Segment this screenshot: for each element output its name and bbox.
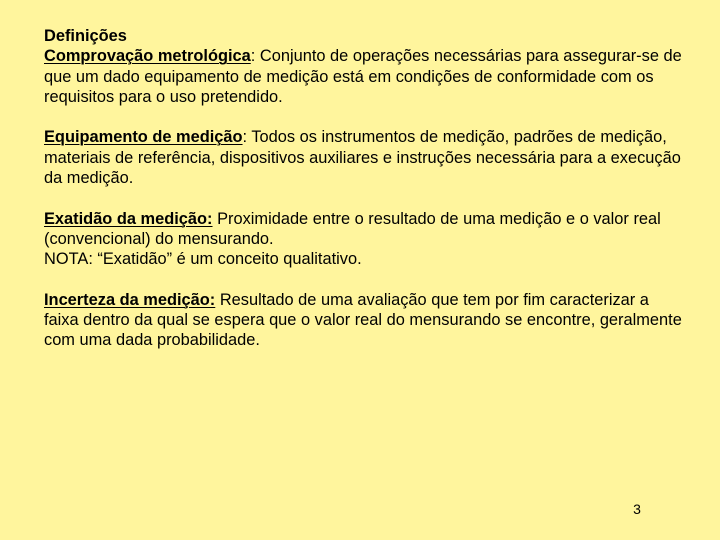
term-separator: : [250, 47, 256, 66]
definition-comprovacao-metrologica [44, 26, 684, 107]
definition-exatidao-da-medicao [44, 209, 684, 270]
section-heading: Definições [44, 27, 127, 45]
definition-equipamento-de-medicao [44, 127, 684, 188]
definition-note: NOTA: “Exatidão” é um conceito qualitativo. [44, 250, 362, 269]
term-comprovacao-metrologica: Comprovação metrológica [44, 47, 251, 66]
term-exatidao-da-medicao: Exatidão da medição: [44, 209, 213, 228]
definition-text: Conjunto de operações necessárias para assegurar-se de que um dado equipamento de medição está em condições de conformidade com os requisitos para o uso pretendido. [44, 47, 682, 106]
slide-content [44, 26, 684, 351]
term-equipamento-de-medicao: Equipamento de medição [44, 128, 243, 147]
definition-incerteza-da-medicao [44, 290, 684, 351]
term-separator: : [242, 128, 248, 147]
definition-text: Todos os instrumentos de medição, padrões de medição, materiais de referência, dispositivos auxiliares e instruções necessária para a execução da medição. [44, 128, 681, 188]
term-incerteza-da-medicao: Incerteza da medição: [44, 290, 216, 309]
page-number: 3 [633, 501, 641, 517]
definition-text: Proximidade entre o resultado de uma medição e o valor real (convencional) do mensurando. [44, 209, 661, 248]
definition-text: Resultado de uma avaliação que tem por fim caracterizar a faixa dentro da qual se espera que o valor real do mensurando se encontre, geralmente com uma dada probabilidade. [44, 290, 682, 350]
